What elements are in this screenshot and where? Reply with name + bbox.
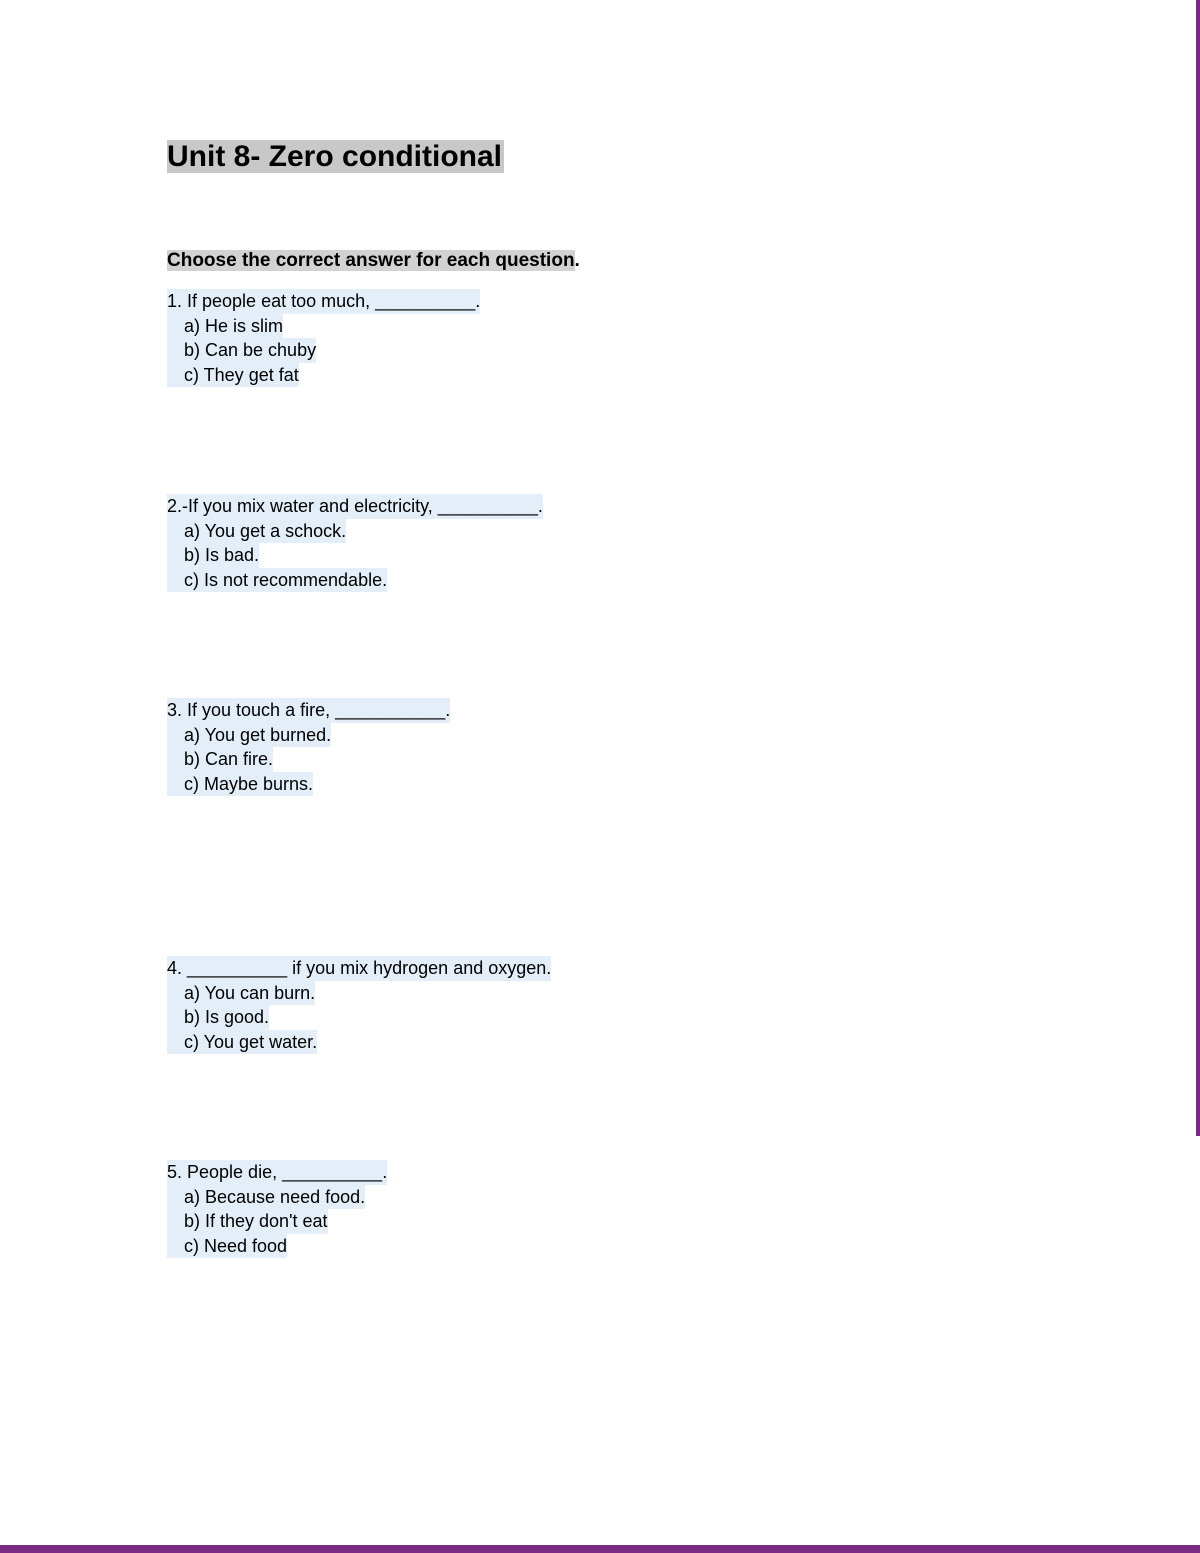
answer-option-a[interactable]: a) Because need food.: [167, 1185, 365, 1210]
question-stem[interactable]: 5. People die, __________.: [167, 1160, 387, 1185]
answer-option-b[interactable]: b) Can be chuby: [167, 338, 316, 363]
answer-option-b[interactable]: b) Is bad.: [167, 543, 259, 568]
answer-option-a[interactable]: a) You get a schock.: [167, 519, 346, 544]
document-title: [167, 139, 504, 174]
page-right-border: [1196, 0, 1200, 1136]
question-stem[interactable]: 3. If you touch a fire, ___________.: [167, 698, 450, 723]
answer-option-a[interactable]: a) You can burn.: [167, 981, 315, 1006]
instruction: [167, 248, 580, 273]
question-2: [167, 494, 543, 592]
answer-option-b[interactable]: b) Can fire.: [167, 747, 273, 772]
answer-option-a[interactable]: a) You get burned.: [167, 723, 331, 748]
title-text: Unit 8- Zero conditional: [167, 140, 502, 173]
question-stem[interactable]: 4. __________ if you mix hydrogen and oxygen.: [167, 956, 551, 981]
answer-option-b[interactable]: b) If they don't eat: [167, 1209, 328, 1234]
answer-option-c[interactable]: c) You get water.: [167, 1030, 317, 1055]
question-5: [167, 1160, 387, 1258]
question-1: [167, 289, 480, 387]
instruction-period: .: [574, 250, 580, 271]
question-4: [167, 956, 551, 1054]
answer-option-c[interactable]: c) Need food: [167, 1234, 287, 1259]
question-stem[interactable]: 1. If people eat too much, __________.: [167, 289, 480, 314]
answer-option-a[interactable]: a) He is slim: [167, 314, 283, 339]
question-stem[interactable]: 2.-If you mix water and electricity, __________.: [167, 494, 543, 519]
answer-option-b[interactable]: b) Is good.: [167, 1005, 269, 1030]
answer-option-c[interactable]: c) Is not recommendable.: [167, 568, 387, 593]
answer-option-c[interactable]: c) Maybe burns.: [167, 772, 313, 797]
instruction-text: Choose the correct answer for each question: [167, 250, 575, 271]
page-bottom-border: [0, 1545, 1200, 1553]
answer-option-c[interactable]: c) They get fat: [167, 363, 299, 388]
question-3: [167, 698, 450, 796]
